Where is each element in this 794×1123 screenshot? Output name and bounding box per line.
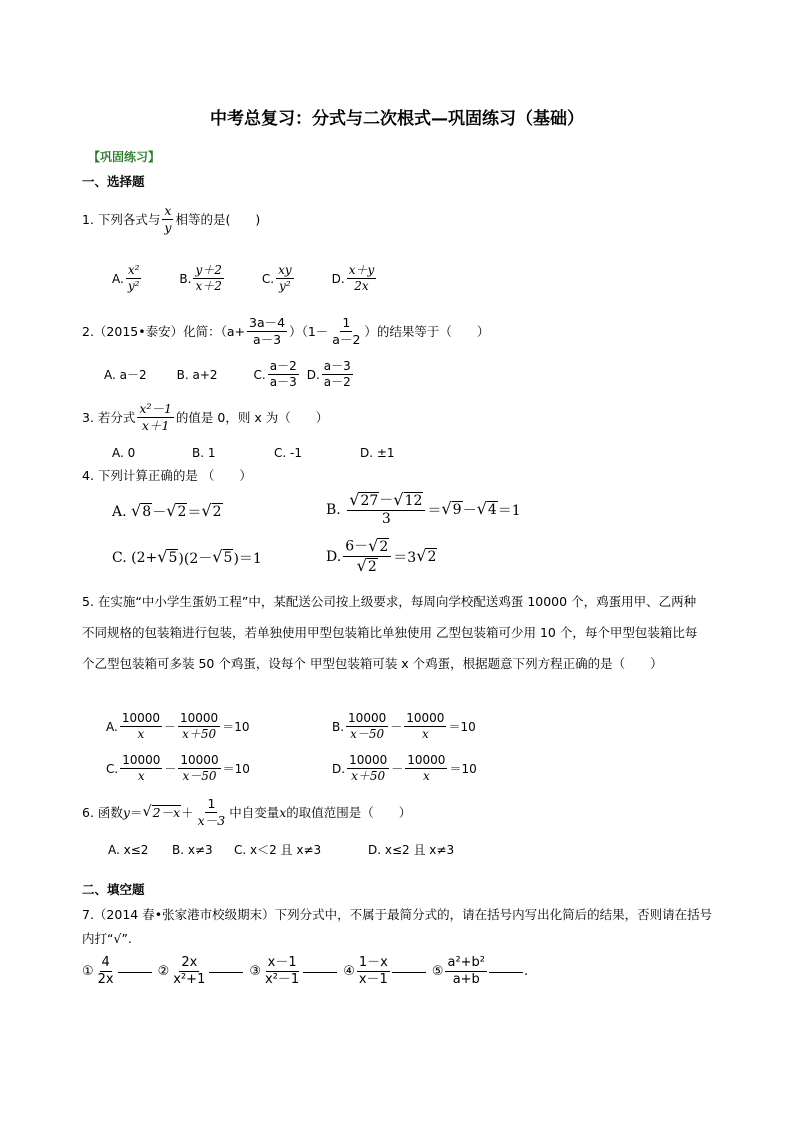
q4-option-b: B. √ 27 － √ 12 3 ＝ √ 9 － √ 4 ＝1: [326, 490, 521, 528]
q6-options: [108, 841, 454, 858]
q6-option-a: A. x≤2: [108, 842, 149, 857]
page-title: 中考总复习：分式与二次根式—巩固练习（基础）: [210, 109, 584, 129]
q1-stem: [82, 204, 260, 235]
q7-stem: 7.（2014 春•张家港市校级期末）下列分式中，不属于最简分式的，请在括号内写出化简后的结果，否则请在括号内打“√”.: [82, 907, 713, 946]
q7-blank-5[interactable]: [489, 971, 523, 973]
q4-stem: 4. 下列计算正确的是 （ ）: [82, 468, 252, 483]
q1-stem-b: 相等的是( ): [175, 212, 261, 228]
q4-option-a: A. √ 8 － √ 2 ＝ √ 2: [112, 501, 222, 521]
q3-options: [112, 446, 395, 460]
section-tag: 【巩固练习】: [88, 150, 161, 164]
q1-stem-a: 1. 下列各式与: [82, 212, 161, 228]
q3-stem-b: 的值是 0，则 x 为（ ）: [175, 410, 329, 426]
q5-option-a: A. $\frac{10000}{x}$ － $\frac{10000}{x+50}$ ＝10: [106, 711, 250, 742]
q3-option-a: A. 0: [112, 446, 136, 460]
q1-options: A. $\frac{\text{x²}}{\text{y²}}$ B. $\frac{y+2}{x+2}$ C. $\frac{xy}{\text{y²}}$ D. $\frac{x+y}{2x}$: [112, 263, 375, 294]
q1-option-d: D.: [331, 271, 345, 286]
q3-option-b: B. 1: [192, 446, 216, 460]
q2-stem-a: 2.（2015•泰安）化简：（a+: [82, 324, 245, 340]
q6-option-d: D. x≤2 且 x≠3: [368, 843, 455, 857]
q6-option-c: C. x＜2 且 x≠3: [234, 843, 322, 857]
q2-option-d: D.: [306, 367, 320, 382]
q5-stem: 5. 在实施“中小学生蛋奶工程”中，某配送公司按上级要求，每周向学校配送鸡蛋 10000 个，鸡蛋用甲、乙两种不同规格的包装箱进行包装，若单独使用甲型包装箱比单独使用 乙型包装箱可少用 10 个，每个甲型包装箱比每个乙型包装箱可多装 50 个鸡蛋，设每个 甲型包装箱可装 x 个鸡蛋，根据题意下列方程正确的是（ ）: [82, 594, 698, 671]
q4-option-d: D. 6－ √ 2 √ 2 ＝3 √ 2: [326, 536, 437, 576]
q4-option-c: C. (2+ √ 5 )(2－ √ 5 )＝1: [112, 547, 262, 567]
q1-option-c: C.: [261, 271, 275, 286]
q7-blank-1[interactable]: [118, 971, 152, 973]
q5-option-d: D. $\frac{10000}{x+50}$ － $\frac{10000}{x}$ ＝10: [332, 753, 477, 784]
q2-stem-b: ）（1－: [289, 324, 329, 340]
q7-items: ① $\frac{4}{2x}$ ② $\frac{2x}{\text{x²+1}}$ ③ $\frac{x-1}{\text{x²－1}}$ ④ $\frac{1-x}{x-1}$ ⑤ $\frac{\text{a²+b²}}{a+b}$ .: [82, 955, 529, 988]
q2-stem: 2.（2015•泰安）化简：（a+ $\frac{3a-4}{a-3}$ ）（1－ $\frac{1}{a-2}$ ）的结果等于（ ）: [82, 315, 490, 347]
q7-blank-2[interactable]: [209, 971, 243, 973]
q6-option-b: B. x≠3: [172, 842, 213, 857]
q3-stem-a: 3. 若分式: [82, 410, 136, 426]
q2-option-c: C.: [253, 367, 266, 382]
q5-option-b: B. $\frac{10000}{x-50}$ － $\frac{10000}{x}$ ＝10: [332, 711, 476, 742]
q3-option-d: D. ±1: [360, 446, 395, 460]
q7-blank-4[interactable]: [392, 971, 426, 973]
q6-stem: 6. 函数 y ＝ √ 2－x ＋ $\frac{1}{x-3}$ 中自变量 x 的取值范围是（ ）: [82, 796, 412, 828]
q2-options: A. a－2 B. a+2 C. $\frac{a-2}{a-3}$ D. $\frac{a-3}{a-2}$: [104, 359, 351, 390]
q1-frac: $\frac{x}{y}$: [164, 203, 172, 235]
q1-option-b: B.: [179, 271, 192, 286]
part1-heading: 一、选择题: [82, 174, 145, 189]
part2-heading: 二、填空题: [82, 882, 145, 897]
q2-stem-c: ）的结果等于（ ）: [364, 324, 490, 340]
q1-option-a: A.: [112, 271, 124, 286]
q7-blank-3[interactable]: [303, 971, 337, 973]
q2-option-b: B. a+2: [176, 367, 218, 382]
q2-option-a: A. a－2: [104, 368, 147, 383]
q3-option-c: C. -1: [274, 446, 302, 460]
q5-option-c: C. $\frac{10000}{x}$ － $\frac{10000}{x-50}$ ＝10: [106, 753, 250, 784]
q3-stem: 3. 若分式 $\frac{\text{x²－1}}{x+1}$ 的值是 0，则 x 为（ ）: [82, 401, 329, 433]
